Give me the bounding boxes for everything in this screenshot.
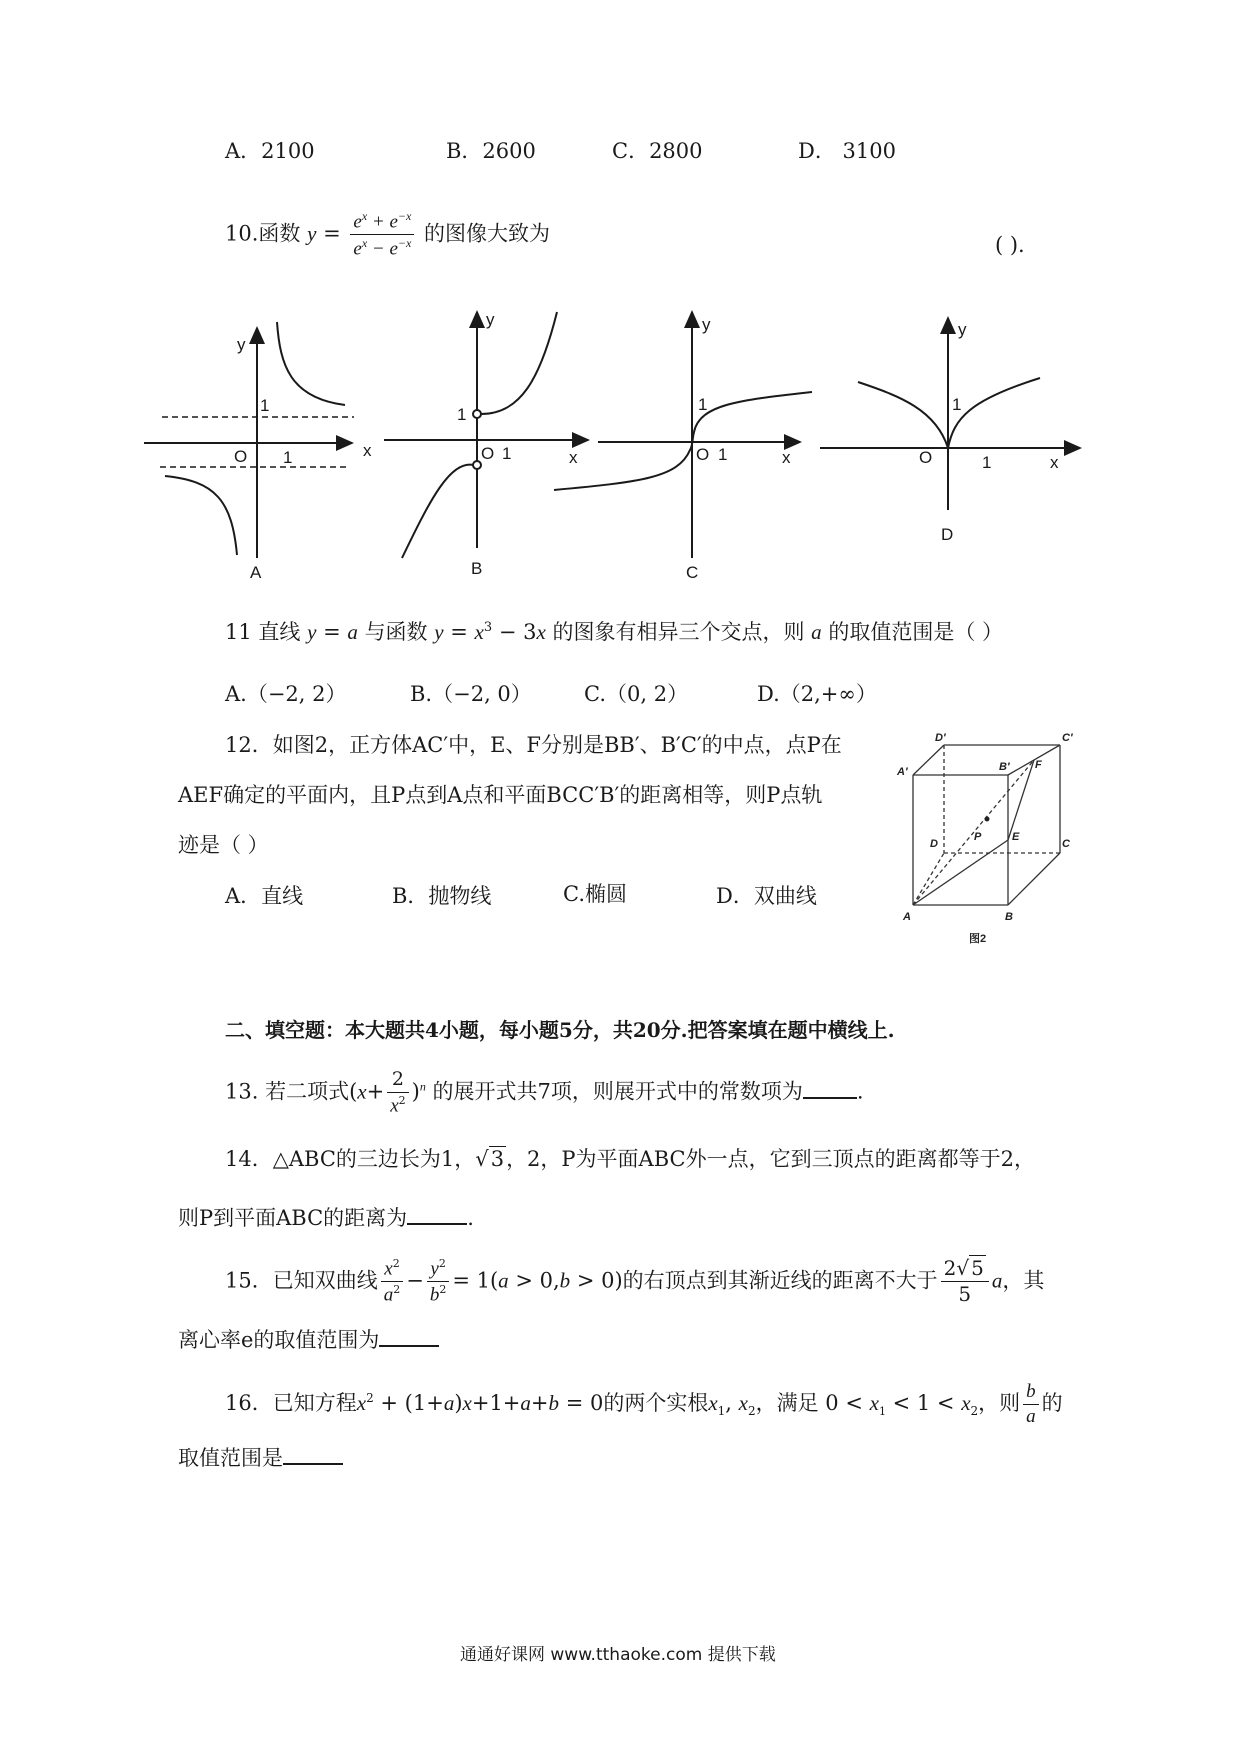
graphs-figure (0, 300, 1240, 620)
cube-caption: 图2 (969, 933, 987, 945)
q11-mid2: 的图象有相异三个交点，则 (552, 620, 805, 644)
q10-y: y (307, 221, 317, 246)
cube-label-p: P (974, 831, 982, 843)
q15-line2 (178, 1327, 439, 1353)
graph-d-x-label: x (1050, 453, 1059, 472)
q14-line2 (178, 1205, 474, 1231)
graph-d (820, 318, 1080, 510)
q13-suffix: 的展开式共7项，则展开式中的常数项为 (432, 1079, 803, 1104)
q10-paren: ( ). (995, 233, 1025, 257)
q12-option-b: B．抛物线 (392, 884, 492, 908)
q13-question: 13. 若二项式(x+ $\frac{2}{x^2}$ )$^n$ 的展开式共7项，则展开式中的常数项为 . (225, 1068, 864, 1117)
q11-prefix: 11 直线 (225, 620, 301, 644)
q14-answer-blank[interactable] (407, 1205, 467, 1225)
section2-heading: 二、填空题：本大题共4小题，每小题5分，共20分.把答案填在题中横线上. (225, 1018, 895, 1042)
q15-mid: 的右顶点到其渐近线的距离不大于 (622, 1268, 938, 1293)
graph-d-option-label: D (941, 525, 954, 544)
q16-suffix: ，则 (978, 1390, 1021, 1415)
q16-prefix: 16．已知方程 (225, 1390, 357, 1415)
q13-prefix: 13. 若二项式 (225, 1079, 350, 1104)
q9-option-d: D． 3100 (798, 139, 896, 163)
q16-mid: 的两个实根 (603, 1390, 709, 1415)
cube-label-f: F (1035, 759, 1042, 771)
q14-end: . (467, 1206, 474, 1230)
q15-line1: 15．已知双曲线 $\frac{x^2}{a^2}$ − $\frac{y^2}{b^2}$ = 1(a > 0,b > 0)的右顶点到其渐近线的距离不大于 $\frac{2√ 5}{5}$ a，其 (225, 1256, 1045, 1307)
q16-line2-text: 取值范围是 (178, 1446, 283, 1470)
q10-prefix: 10.函数 (225, 221, 301, 246)
q16-line2 (178, 1445, 343, 1471)
graph-a (144, 322, 354, 558)
q15-line2-text: 离心率e的取值范围为 (178, 1328, 380, 1352)
q12-line3: 迹是（ ） (178, 833, 269, 857)
q12-option-d: D．双曲线 (716, 884, 817, 908)
graph-a-origin: O (234, 447, 248, 466)
graph-b-curve-left (402, 465, 474, 558)
page-footer: 通通好课网 www.tthaoke.com 提供下载 (460, 1645, 776, 1665)
graph-b-one-y: 1 (457, 405, 467, 424)
graph-a-curve-right (277, 322, 345, 405)
graph-d-curve-left (858, 382, 948, 448)
cube-label-b1: B′ (999, 761, 1010, 773)
q11-option-a: A.（−2, 2） (225, 682, 347, 706)
q14-line2-text: 则P到平面ABC的距离为 (178, 1206, 408, 1230)
graph-b-x-label: x (569, 448, 578, 467)
graph-b-open-point-bottom (473, 461, 481, 469)
graph-c-origin: O (696, 445, 710, 464)
graph-d-curve-right (948, 378, 1040, 448)
cube-label-e: E (1012, 831, 1020, 843)
q10-question: 10.函数 y = $\frac{e^x + e^{-x}}{e^x - e^{-x}}$ 的图像大致为 (225, 209, 551, 260)
q11-suffix: 的取值范围是（ ） (828, 620, 1004, 644)
q12-option-c: C.椭圆 (563, 882, 627, 906)
q10-fraction: $\frac{e^x + e^{-x}}{e^x - e^{-x}}$ (350, 210, 414, 260)
cube-label-a: A (903, 911, 911, 923)
graph-d-y-label: y (958, 320, 967, 339)
cube-label-d: D (930, 838, 938, 850)
q14-line1 (225, 1147, 1035, 1172)
graph-d-one-y: 1 (952, 395, 962, 414)
q9-option-a: A．2100 (225, 139, 315, 163)
q12-line1: 12．如图2，正方体AC′中，E、F分别是BB′、B′C′的中点，点P在 (225, 733, 842, 757)
q14-sqrt3: √3 (475, 1147, 505, 1171)
q16-mid2: ，满足 (755, 1390, 819, 1415)
graph-d-one-x: 1 (982, 453, 992, 472)
cube-label-c1: C′ (1062, 732, 1073, 744)
q15-answer-blank[interactable] (379, 1327, 439, 1347)
q12-option-a: A．直线 (225, 884, 304, 908)
q9-option-b: B．2600 (446, 139, 536, 163)
cube-label-b: B (1005, 911, 1013, 923)
graph-a-curve-left (165, 476, 237, 555)
q11-question: 11 直线 y = a 与函数 $y = x^3 - 3x$ 的图象有相异三个交点，则 a 的取值范围是（ ） (225, 620, 1004, 644)
q16-answer-blank[interactable] (283, 1445, 343, 1465)
graph-d-origin: O (919, 448, 933, 467)
graph-a-x-label: x (363, 441, 372, 460)
q15-prefix: 15．已知双曲线 (225, 1268, 378, 1293)
graph-a-option-label: A (250, 563, 262, 582)
graph-a-one-y: 1 (260, 396, 270, 415)
graph-a-one-x: 1 (283, 448, 293, 467)
graph-c-y-label: y (702, 315, 711, 334)
graph-c (554, 312, 812, 558)
q11-mid1: 与函数 (364, 620, 428, 644)
cube-label-a1: A′ (897, 766, 908, 778)
q14-line1-a: 14．△ABC的三边长为1， (225, 1147, 476, 1171)
q11-option-c: C.（0, 2） (584, 682, 689, 706)
graph-b-option-label: B (471, 559, 483, 578)
graph-c-option-label: C (686, 563, 699, 582)
cube-label-d1: D′ (935, 732, 946, 744)
q11-option-b: B.（−2, 0） (410, 682, 532, 706)
q15-suffix: ，其 (1002, 1268, 1045, 1293)
graph-c-one-y: 1 (698, 395, 708, 414)
graph-b-origin: O (481, 444, 495, 463)
q13-end: . (856, 1079, 864, 1104)
graph-b-one-x: 1 (502, 444, 512, 463)
graph-c-x-label: x (782, 448, 791, 467)
graph-b-y-label: y (486, 310, 495, 329)
cube-label-c: C (1062, 838, 1070, 850)
q16-line1: 16．已知方程$x^2 + (1+a)x+1+a+b = 0$的两个实根$x_1$, $x_2$，满足 $0 < x_1 < 1 < x_2$，则 $\frac{b}{a}$ 的 (225, 1381, 1063, 1427)
cube-figure (895, 725, 1095, 955)
q10-suffix: 的图像大致为 (424, 221, 551, 246)
q13-answer-blank[interactable] (803, 1079, 857, 1099)
q12-line2: AEF确定的平面内，且P点到A点和平面BCC′B′的距离相等，则P点轨 (178, 783, 823, 807)
q16-end: 的 (1041, 1390, 1063, 1415)
q9-option-c: C．2800 (612, 139, 703, 163)
graph-c-one-x: 1 (718, 445, 728, 464)
q11-option-d: D.（2,+∞） (757, 682, 877, 706)
graph-b-open-point-top (473, 410, 481, 418)
graph-b (384, 312, 588, 558)
graph-a-y-label: y (237, 335, 246, 354)
q14-line1-b: ，2，P为平面ABC外一点，它到三顶点的距离都等于2， (506, 1147, 1035, 1171)
